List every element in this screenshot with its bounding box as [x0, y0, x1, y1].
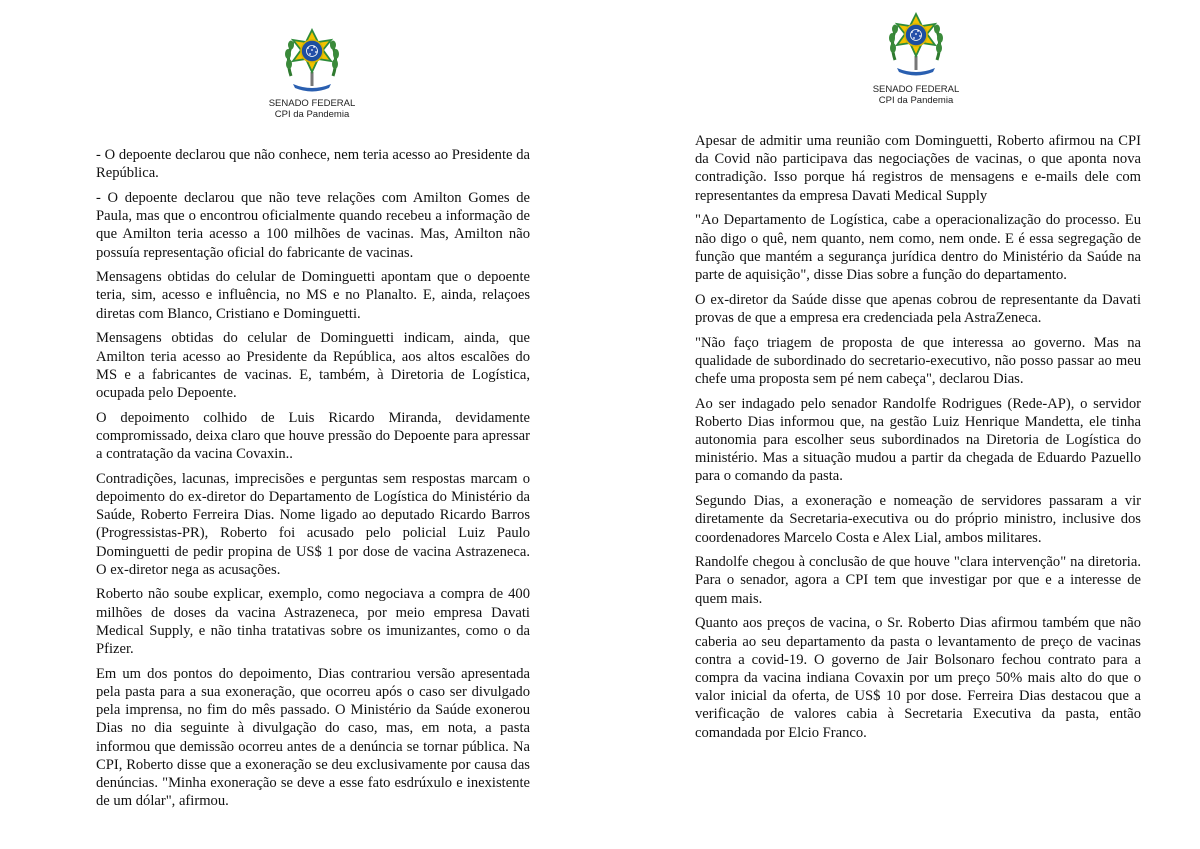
paragraph: "Ao Departamento de Logística, cabe a operacionalização do processo. Eu não digo o quê, nem quanto, nem como, nem onde. E é essa segregação de função que mantém a segurança jurídica dentro do Ministério da Saúde na parte de aquisição", disse Dias sobre a função do departamento.: [695, 212, 1141, 283]
paragraph: O depoimento colhido de Luis Ricardo Miranda, devidamente compromissado, deixa claro que houve pressão do Depoente para apressar a contratação da vacina Covaxin..: [96, 409, 530, 463]
header-committee: CPI da Pandemia: [274, 109, 350, 120]
paragraph: Quanto aos preços de vacina, o Sr. Roberto Dias afirmou também que não caberia ao seu departamento da pasta o levantamento de preço de vacinas contra a covid-19. O governo de Jair Bolsonaro fechou contrato para a compra da vacina indiana Covaxin por um preço 50% mais alto do que o valor inicial da oferta, de US$ 10 por dose. Ferreira Dias destacou que a verificação de valores cabia à Secretaria Executiva da pasta, então comandada por Elcio Franco.: [695, 615, 1141, 741]
header-institution: SENADO FEDERAL: [268, 98, 356, 109]
paragraph: - O depoente declarou que não conhece, nem teria acesso ao Presidente da República.: [96, 147, 530, 182]
brazil-coat-of-arms-icon: [885, 12, 947, 78]
paragraph: Mensagens obtidas do celular de Dominguetti indicam, ainda, que Amilton teria acesso ao Presidente da República, aos altos escalões do MS e a fabricantes de vacinas. E, também, à Diretoria de Logística, ocupada pelo Depoente.: [96, 330, 530, 401]
paragraph: Ao ser indagado pelo senador Randolfe Rodrigues (Rede-AP), o servidor Roberto Dias informou que, na gestão Luiz Henrique Mandetta, ele tinha autonomia para escolher seus subordinados na Diretoria de Logística do ministério. Mas a situação mudou a partir da chegada de Eduardo Pazuello para o comando da pasta.: [695, 395, 1141, 485]
paragraph: Mensagens obtidas do celular de Dominguetti apontam que o depoente teria, sim, acesso e influência, no MS e no Planalto. E, ainda, relaçoes diretas com Blanco, Cristiano e Dominguetti.: [96, 269, 530, 322]
page-header: [256, 28, 368, 120]
paragraph: Contradições, lacunas, imprecisões e perguntas sem respostas marcam o depoimento do ex-diretor do Departamento de Logística do Ministério da Saúde, Roberto Ferreira Dias. Nome ligado ao deputado Ricardo Barros (Progressistas-PR), Roberto foi acusado pelo policial Luiz Paulo Dominguetti de pedir propina de US$ 1 por dose de vacina Astrazeneca. O ex-diretor nega as acusações.: [96, 470, 530, 578]
paragraph: Randolfe chegou à conclusão de que houve "clara intervenção" na diretoria. Para o senador, agora a CPI tem que investigar por que e a interesse de quem mais.: [695, 554, 1141, 607]
paragraph: Em um dos pontos do depoimento, Dias contrariou versão apresentada pela pasta para a sua exoneração, que ocorreu após o caso ser divulgado pela imprensa, no fim do mês passado. O Ministério da Saúde exonerou Dias no dia seguinte à divulgação do caso, mas, em nota, a pasta informou que demissão ocorreu antes de a denúncia se tornar pública. Na CPI, Roberto disse que a exoneração se deu exclusivamente por causa das denúncias. "Minha exoneração se deve a esse fato esdrúxulo e inexistente de um dólar", afirmou.: [96, 665, 530, 810]
page-body: [695, 132, 1141, 748]
paragraph: Apesar de admitir uma reunião com Dominguetti, Roberto afirmou na CPI da Covid não participava das negociações de vacinas, o que aponta nova contradição. Isso porque há registros de mensagens e e-mails dele com representantes da empresa Davati Medical Supply: [695, 133, 1141, 204]
brazil-coat-of-arms-icon: [281, 28, 343, 94]
paragraph: "Não faço triagem de proposta de que interessa ao governo. Mas na qualidade de subordinado do secretario-executivo, não posso passar ao meu chefe uma proposta sem pé nem cabeça", declarou Dias.: [695, 334, 1141, 387]
paragraph: O ex-diretor da Saúde disse que apenas cobrou de representante da Davati provas de que a empresa era credenciada pela AstraZeneca.: [695, 291, 1141, 326]
header-committee: CPI da Pandemia: [878, 95, 954, 106]
header-institution: SENADO FEDERAL: [872, 84, 960, 95]
paragraph: - O depoente declarou que não teve relações com Amilton Gomes de Paula, mas que o encontrou oficialmente quando recebeu a informação de que Amilton teria acesso a 100 milhões de vacinas. Mas, Amilton não possuía representação oficial do fabricante de vacinas.: [96, 189, 530, 261]
paragraph: Roberto não soube explicar, exemplo, como negociava a compra de 400 milhões de doses da vacina Astrazeneca, por meio empresa Davati Medical Supply, e não tinha tratativas sobre os imunizantes, como o da Pfizer.: [96, 586, 530, 658]
page-header: [860, 12, 972, 106]
paragraph: Segundo Dias, a exoneração e nomeação de servidores passaram a vir diretamente da Secretaria-executiva ou do próprio ministro, inclusive dos coordenadores Marcelo Costa e Alex Lial, ambos militares.: [695, 493, 1141, 546]
page-body: [96, 146, 530, 817]
